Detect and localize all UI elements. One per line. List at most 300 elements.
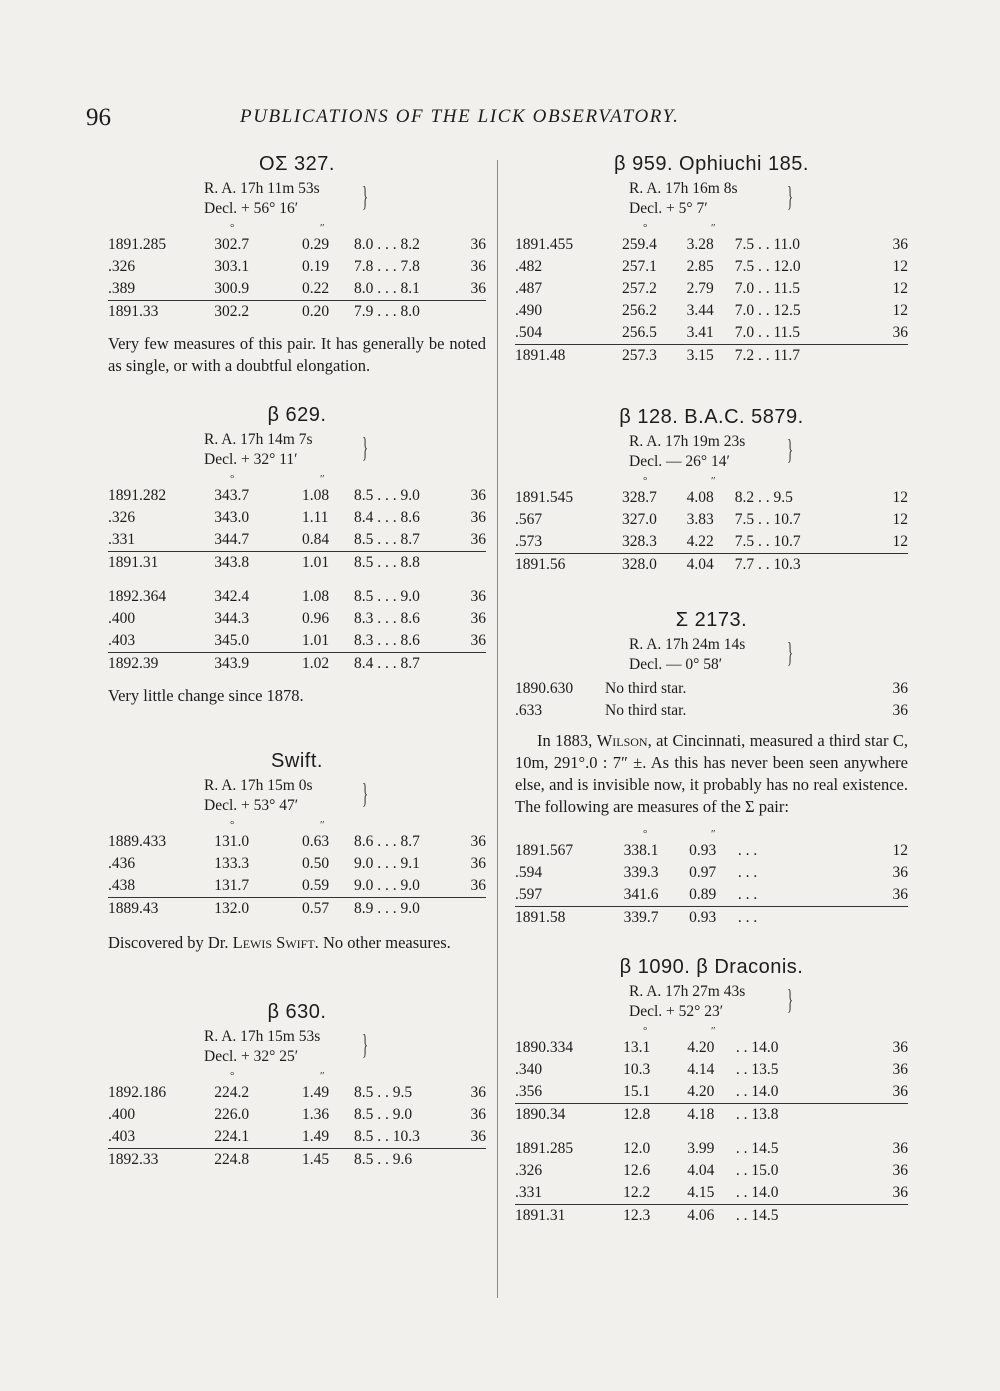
discoverer-name: Lewis Swift. [232, 933, 319, 952]
table-cell: 1.02 [302, 653, 354, 676]
table-row [515, 840, 908, 862]
table-cell: 12.0 [623, 1140, 651, 1157]
entry-title: β 630. [267, 1001, 327, 1023]
table-cell: 36 [470, 833, 486, 850]
coordinates [108, 429, 486, 473]
mean-row [108, 1149, 486, 1172]
table-cell: 343.9 [214, 653, 302, 676]
table-cell: 1891.33 [108, 301, 214, 324]
table-cell: .356 [515, 1083, 543, 1100]
table-cell: 12.2 [623, 1184, 651, 1201]
table-cell: 12 [892, 280, 908, 297]
declination: Decl. + 5° 7′ [629, 200, 708, 217]
measures-table [108, 586, 486, 675]
coordinates [515, 178, 908, 222]
star-entry [108, 998, 486, 1171]
table-cell: 133.3 [214, 855, 250, 872]
table-cell: 1890.334 [515, 1039, 574, 1056]
table-cell: 1890.34 [515, 1104, 623, 1127]
table-cell: 259.4 [622, 236, 657, 253]
table-cell: 1.45 [302, 1149, 354, 1172]
table-cell: 12 [892, 302, 908, 319]
table-row [108, 608, 486, 630]
degree-unit: ° [230, 473, 235, 485]
table-row [108, 853, 486, 875]
declination: Decl. + 53° 47′ [204, 797, 299, 814]
note-text: at Cincinnati, measured a third star C, 10m, 291°.0 : 7″ ±. As this has never been seen anywhere else, and is invisible now, it probably has no real existence. The following are measures of the Σ pair: [515, 731, 908, 816]
table-cell: 0.22 [301, 280, 330, 297]
table-row [515, 1138, 908, 1160]
table-cell: 8.3 . . . 8.6 [354, 632, 420, 649]
table-cell: 8.4 . . . 8.7 [354, 653, 455, 676]
coordinates [108, 1026, 486, 1070]
table-cell: 1892.39 [108, 653, 214, 676]
table-cell: 7.5 . . 10.7 [734, 511, 801, 528]
table-cell: 1890.630 [515, 680, 574, 697]
table-cell: 4.14 [687, 1061, 715, 1078]
table-cell: .594 [515, 864, 543, 881]
note-text: In 1883, [537, 731, 593, 750]
table-cell: 1.49 [301, 1084, 330, 1101]
star-entry [108, 401, 486, 707]
table-cell: 345.0 [214, 632, 250, 649]
table-cell: . . 14.0 [735, 1083, 779, 1100]
arcsec-unit: ″ [711, 475, 716, 487]
table-row [108, 630, 486, 653]
table-cell: 1892.33 [108, 1149, 214, 1172]
table-cell: 1.36 [301, 1106, 330, 1123]
mean-row [108, 301, 486, 324]
entry-title: β 1090. β Draconis. [619, 956, 804, 978]
table-cell: 131.0 [214, 833, 250, 850]
table-cell: 1891.567 [515, 842, 574, 859]
table-row [108, 485, 486, 507]
note-text: Discovered by Dr. [108, 933, 229, 952]
table-cell: 8.5 . . 9.0 [354, 1106, 413, 1123]
table-cell: 36 [892, 864, 908, 881]
running-title: PUBLICATIONS OF THE LICK OBSERVATORY. [240, 106, 680, 127]
table-cell: 0.57 [302, 898, 354, 921]
spacer [515, 1126, 908, 1138]
table-cell: .326 [108, 258, 136, 275]
table-cell: 344.7 [214, 531, 250, 548]
table-cell: .487 [515, 280, 543, 297]
table-cell: 12 [892, 258, 908, 275]
table-cell: . . 13.5 [735, 1061, 779, 1078]
table-cell: 7.9 . . . 8.0 [354, 301, 455, 324]
table-cell: 257.2 [622, 280, 657, 297]
table-cell: 7.8 . . . 7.8 [354, 258, 420, 275]
table-cell: 36 [892, 1162, 908, 1179]
units-row [108, 222, 486, 234]
declination: Decl. + 32° 11′ [204, 451, 298, 468]
table-cell: .331 [515, 1184, 543, 1201]
note-text: No other measures. [322, 933, 451, 952]
table-cell: 1891.31 [515, 1205, 623, 1228]
table-cell: 36 [892, 680, 908, 697]
table-cell: 36 [892, 1039, 908, 1056]
degree-unit: ° [643, 222, 648, 234]
units-row [515, 1025, 908, 1037]
table-cell: 8.9 . . . 9.0 [354, 898, 455, 921]
table-cell: 7.2 . . 11.7 [735, 345, 872, 368]
table-row [108, 1126, 486, 1149]
table-row [108, 586, 486, 608]
table-cell: 0.59 [301, 877, 330, 894]
table-row [515, 1182, 908, 1205]
table-cell: 7.0 . . 11.5 [734, 324, 801, 341]
table-cell: 3.28 [686, 236, 714, 253]
table-row [108, 278, 486, 301]
page-header [0, 104, 1000, 140]
table-cell: 8.2 . . 9.5 [734, 489, 793, 506]
mean-row [108, 552, 486, 575]
declination: Decl. + 56° 16′ [204, 200, 299, 217]
table-cell: .490 [515, 302, 543, 319]
table-cell: 3.44 [686, 302, 714, 319]
star-entry [515, 403, 908, 576]
right-ascension: R. A. 17h 16m 8s [629, 180, 738, 197]
table-cell: 343.8 [214, 552, 302, 575]
table-cell: .326 [108, 509, 136, 526]
table-cell: 1.01 [301, 632, 330, 649]
right-ascension: R. A. 17h 11m 53s [204, 180, 320, 197]
table-cell [871, 1104, 908, 1127]
units-row [515, 222, 908, 234]
table-cell: 0.96 [301, 610, 330, 627]
table-cell: No third star. [605, 680, 687, 697]
table-cell: 1891.58 [515, 907, 624, 930]
table-cell: 36 [470, 236, 486, 253]
table-cell: .340 [515, 1061, 543, 1078]
coordinates [108, 775, 486, 819]
mean-row [515, 554, 908, 577]
entry-title: β 629. [267, 404, 327, 426]
table-cell: 3.99 [687, 1140, 715, 1157]
table-cell: 0.97 [689, 864, 717, 881]
measures-table [108, 1082, 486, 1171]
table-cell: 8.5 . . . 9.0 [354, 588, 420, 605]
star-entry [108, 747, 486, 954]
table-cell: .597 [515, 886, 543, 903]
brace-glyph: } [362, 1030, 369, 1061]
table-cell: 0.89 [689, 886, 717, 903]
table-cell: 3.41 [686, 324, 714, 341]
arcsec-unit: ″ [711, 828, 716, 840]
spacer [108, 377, 486, 401]
table-cell: 36 [470, 509, 486, 526]
table-cell: 4.15 [687, 1184, 715, 1201]
table-cell: 8.5 . . 9.5 [354, 1084, 413, 1101]
coordinates [108, 178, 486, 222]
table-cell: 1891.56 [515, 554, 622, 577]
table-cell: .436 [108, 855, 136, 872]
table-cell: 9.0 . . . 9.0 [354, 877, 420, 894]
table-cell: .567 [515, 511, 543, 528]
table-cell: 12.6 [623, 1162, 651, 1179]
table-cell: 12 [892, 511, 908, 528]
star-entry [515, 953, 908, 1227]
observations-table [515, 678, 908, 722]
table-cell: 7.0 . . 12.5 [734, 302, 801, 319]
right-ascension: R. A. 17h 15m 53s [204, 1028, 321, 1045]
right-ascension: R. A. 17h 14m 7s [204, 431, 313, 448]
arcsec-unit: ″ [320, 222, 325, 234]
brace-glyph: } [787, 182, 794, 213]
table-cell: 8.0 . . . 8.2 [354, 236, 420, 253]
units-row [108, 1070, 486, 1082]
table-cell: 13.1 [623, 1039, 651, 1056]
table-cell: 4.20 [687, 1039, 715, 1056]
table-row [515, 1037, 908, 1059]
table-row [515, 862, 908, 884]
table-cell: 8.6 . . . 8.7 [354, 833, 420, 850]
declination: Decl. — 26° 14′ [629, 453, 730, 470]
brace-glyph: } [787, 985, 794, 1016]
table-cell: 36 [470, 1106, 486, 1123]
mean-row [108, 898, 486, 921]
table-cell: 9.0 . . . 9.1 [354, 855, 420, 872]
table-cell: 1.08 [301, 588, 330, 605]
units-row [108, 473, 486, 485]
table-cell: 4.08 [686, 489, 714, 506]
table-cell: 4.04 [687, 1162, 715, 1179]
table-cell: .331 [108, 531, 136, 548]
table-row [108, 831, 486, 853]
table-cell: 8.5 . . 10.3 [354, 1128, 420, 1145]
entry-title: β 128. B.A.C. 5879. [619, 406, 804, 428]
coordinates [515, 981, 908, 1025]
table-cell: 36 [470, 588, 486, 605]
coordinates [515, 431, 908, 475]
spacer [108, 707, 486, 747]
mean-row [515, 907, 908, 930]
table-cell: 36 [892, 1061, 908, 1078]
table-row [515, 256, 908, 278]
entry-title: Σ 2173. [675, 609, 748, 631]
table-cell: 1891.285 [108, 236, 167, 253]
table-cell [455, 552, 486, 575]
measures-table [515, 1037, 908, 1126]
degree-unit: ° [230, 1070, 235, 1082]
table-cell: 256.5 [622, 324, 657, 341]
measures-table [515, 234, 908, 367]
table-cell: . . 15.0 [735, 1162, 779, 1179]
table-cell: 8.5 . . . 8.7 [354, 531, 420, 548]
units-row [515, 475, 908, 487]
table-cell: 302.2 [214, 301, 302, 324]
entry-note: Very little change since 1878. [108, 686, 304, 705]
table-cell: 36 [892, 702, 908, 719]
table-cell: 0.20 [302, 301, 354, 324]
table-cell: 12 [892, 489, 908, 506]
table-row [515, 322, 908, 345]
table-cell: 327.0 [622, 511, 657, 528]
table-row [515, 531, 908, 554]
table-cell: 10.3 [623, 1061, 651, 1078]
table-cell: 328.7 [622, 489, 657, 506]
table-row [515, 509, 908, 531]
spacer [108, 954, 486, 998]
table-cell [455, 653, 486, 676]
table-cell: 7.5 . . 12.0 [734, 258, 801, 275]
table-cell: 12.8 [623, 1104, 687, 1127]
table-cell: 1891.31 [108, 552, 214, 575]
declination: Decl. + 52° 23′ [629, 1003, 724, 1020]
table-cell: 2.79 [686, 280, 714, 297]
table-cell: 1.11 [301, 509, 329, 526]
table-cell: 1891.48 [515, 345, 622, 368]
left-column [108, 150, 486, 1171]
table-cell: 339.7 [624, 907, 689, 930]
table-cell: 0.19 [301, 258, 330, 275]
table-cell: 303.1 [214, 258, 250, 275]
entry-note: Very few measures of this pair. It has generally be noted as single, or with a doubtful elongation. [108, 334, 486, 375]
brace-glyph: } [362, 779, 369, 810]
table-cell: 7.0 . . 11.5 [734, 280, 801, 297]
table-cell: 1891.545 [515, 489, 574, 506]
table-cell: 343.0 [214, 509, 250, 526]
table-cell: 4.22 [686, 533, 714, 550]
table-cell [872, 554, 908, 577]
degree-unit: ° [643, 1025, 648, 1037]
table-cell [871, 1205, 908, 1228]
degree-unit: ° [643, 475, 648, 487]
table-cell: 36 [470, 1128, 486, 1145]
measures-table [108, 485, 486, 574]
brace-glyph: } [362, 182, 369, 213]
table-cell: 4.20 [687, 1083, 715, 1100]
table-cell: .403 [108, 1128, 136, 1145]
observer-name: Wilson, [596, 731, 652, 750]
table-cell: 12 [892, 842, 908, 859]
table-cell: 4.04 [687, 554, 735, 577]
star-entry [515, 150, 908, 367]
table-row [108, 529, 486, 552]
degree-unit: ° [230, 819, 235, 831]
right-ascension: R. A. 17h 27m 43s [629, 983, 746, 1000]
table-row [108, 1104, 486, 1126]
spacer [515, 576, 908, 606]
arcsec-unit: ″ [711, 1025, 716, 1037]
column-divider [497, 160, 498, 1298]
table-cell: . . 13.8 [736, 1104, 871, 1127]
table-cell: 4.06 [687, 1205, 736, 1228]
table-cell: 339.3 [623, 864, 659, 881]
page-number: 96 [86, 104, 111, 131]
table-row [515, 700, 908, 722]
table-cell: 0.93 [689, 907, 738, 930]
table-cell: 328.0 [622, 554, 687, 577]
table-cell: 257.3 [622, 345, 687, 368]
table-cell: 131.7 [214, 877, 250, 894]
table-cell: .400 [108, 610, 136, 627]
spacer [515, 929, 908, 953]
table-cell: .400 [108, 1106, 136, 1123]
table-cell: 1891.282 [108, 487, 167, 504]
measures-table [515, 487, 908, 576]
entry-title: β 959. Ophiuchi 185. [614, 153, 809, 175]
table-cell: 36 [470, 855, 486, 872]
table-cell: 256.2 [622, 302, 657, 319]
table-cell: . . . [737, 842, 758, 859]
table-cell: 1889.433 [108, 833, 167, 850]
table-cell: . . 14.0 [735, 1184, 779, 1201]
table-cell: .573 [515, 533, 543, 550]
entry-note [515, 730, 908, 818]
table-row [515, 678, 908, 700]
table-row [515, 278, 908, 300]
table-row [515, 1081, 908, 1104]
table-cell: . . 14.0 [735, 1039, 779, 1056]
table-cell: . . . [737, 864, 758, 881]
brace-glyph: } [787, 435, 794, 466]
table-cell: . . . [738, 907, 871, 930]
spacer [108, 574, 486, 586]
mean-row [108, 653, 486, 676]
table-cell: .438 [108, 877, 136, 894]
table-cell: 342.4 [214, 588, 250, 605]
brace-glyph: } [787, 638, 794, 669]
table-row [515, 234, 908, 256]
table-cell: .504 [515, 324, 543, 341]
coordinates [515, 634, 908, 678]
table-cell: 7.7 . . 10.3 [735, 554, 872, 577]
table-cell [871, 907, 908, 930]
mean-row [515, 1104, 908, 1127]
table-cell [455, 1149, 486, 1172]
table-cell: 1.08 [301, 487, 330, 504]
star-entry [108, 150, 486, 377]
table-cell: 341.6 [623, 886, 659, 903]
table-cell: 8.4 . . . 8.6 [354, 509, 420, 526]
table-row [515, 884, 908, 907]
right-ascension: R. A. 17h 19m 23s [629, 433, 746, 450]
mean-row [515, 1205, 908, 1228]
declination: Decl. + 32° 25′ [204, 1048, 299, 1065]
units-row [108, 819, 486, 831]
table-cell: 344.3 [214, 610, 250, 627]
measures-table [515, 840, 908, 929]
table-cell: .389 [108, 280, 136, 297]
table-row [515, 487, 908, 509]
table-cell: 224.8 [214, 1149, 302, 1172]
table-cell: 36 [470, 280, 486, 297]
table-cell: .482 [515, 258, 543, 275]
table-cell: 343.7 [214, 487, 250, 504]
table-cell: 328.3 [622, 533, 657, 550]
arcsec-unit: ″ [320, 473, 325, 485]
table-cell [872, 345, 908, 368]
table-cell: 3.83 [686, 511, 714, 528]
table-cell: 36 [470, 258, 486, 275]
mean-row [515, 345, 908, 368]
table-row [515, 1059, 908, 1081]
arcsec-unit: ″ [320, 1070, 325, 1082]
table-cell: 7.5 . . 10.7 [734, 533, 801, 550]
table-cell: 36 [470, 1084, 486, 1101]
table-cell: 8.5 . . . 8.8 [354, 552, 455, 575]
table-cell: 36 [470, 531, 486, 548]
star-entry [515, 606, 908, 929]
right-column [515, 150, 908, 1227]
spacer [515, 367, 908, 403]
table-cell: 7.5 . . 11.0 [734, 236, 801, 253]
table-cell: 1891.455 [515, 236, 574, 253]
entry-title: OΣ 327. [259, 153, 335, 175]
declination: Decl. — 0° 58′ [629, 656, 723, 673]
table-cell: 36 [470, 632, 486, 649]
